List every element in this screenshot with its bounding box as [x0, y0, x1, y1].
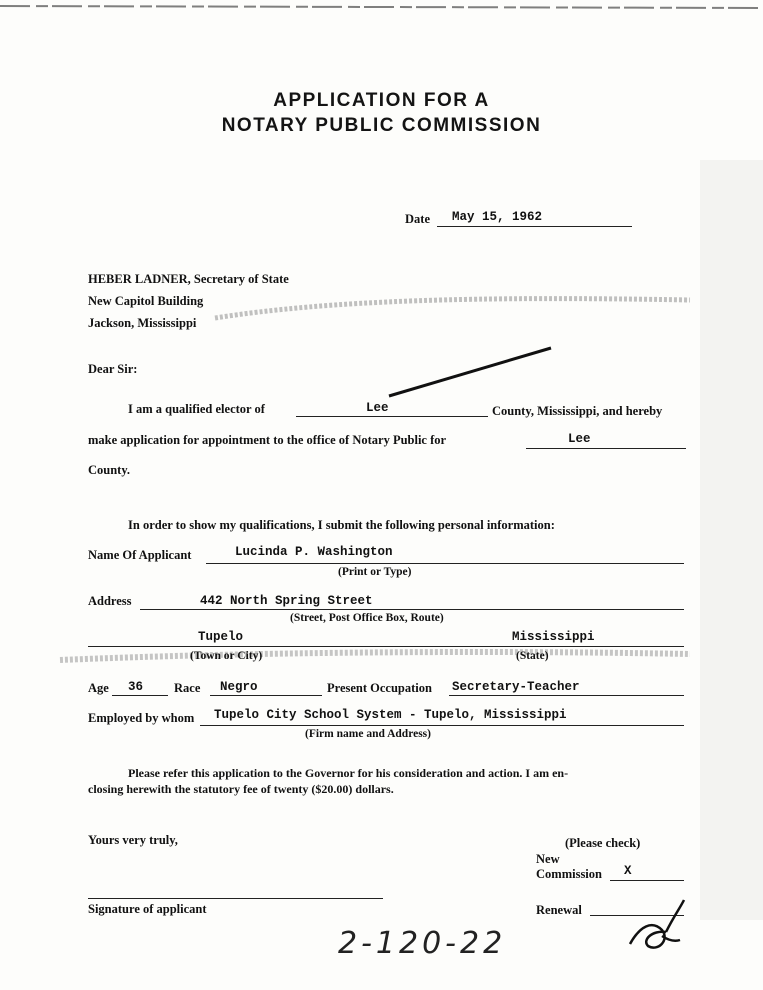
signature-line [88, 898, 383, 899]
ink-stroke [385, 340, 560, 400]
county-line [296, 416, 488, 417]
town-hint: (Town or City) [190, 650, 263, 662]
town-state-line [88, 646, 684, 647]
closing: Yours very truly, [88, 833, 178, 847]
name-label: Name Of Applicant [88, 548, 192, 562]
please-check: (Please check) [565, 836, 641, 850]
renewal-label: Renewal [536, 903, 582, 917]
title-line-1: APPLICATION FOR A [273, 90, 490, 111]
intro-text: In order to show my qualifications, I submit the following personal information: [128, 518, 555, 532]
county2-value: Lee [568, 432, 591, 446]
address-label: Address [88, 594, 132, 608]
commission-label: Commission [536, 867, 602, 881]
employer-hint: (Firm name and Address) [305, 728, 431, 740]
age-line [112, 695, 168, 696]
address-value: 442 North Spring Street [200, 594, 373, 608]
elector-text-a: I am a qualified elector of [128, 402, 265, 416]
state-hint: (State) [516, 650, 549, 662]
name-value: Lucinda P. Washington [235, 545, 393, 559]
date-line [437, 226, 632, 227]
commission-line [610, 880, 684, 881]
handwritten-initials [622, 896, 692, 958]
refer-line-2: closing herewith the statutory fee of twenty ($20.00) dollars. [88, 782, 394, 796]
county-value: Lee [366, 401, 389, 415]
employer-line [200, 725, 684, 726]
date-value: May 15, 1962 [452, 210, 543, 224]
address-line [140, 609, 684, 610]
elector-text-c: make application for appointment to the office of Notary Public for [88, 433, 447, 447]
employer-label: Employed by whom [88, 711, 195, 725]
handwritten-number: 2-120-22 [338, 926, 507, 961]
addressee-line-1: HEBER LADNER, Secretary of State [88, 272, 289, 286]
employer-value: Tupelo City School System - Tupelo, Mississippi [214, 708, 567, 722]
race-value: Negro [220, 680, 258, 694]
date-label: Date [405, 212, 430, 226]
commission-mark: X [624, 864, 632, 878]
race-label: Race [174, 681, 201, 695]
addressee-line-3: Jackson, Mississippi [88, 316, 197, 330]
title-line-2: NOTARY PUBLIC COMMISSION [221, 115, 542, 136]
county2-line [526, 448, 686, 449]
signature-label: Signature of applicant [88, 902, 207, 916]
age-value: 36 [128, 680, 144, 694]
refer-line-1: Please refer this application to the Governor for his consideration and action. I am en- [128, 766, 569, 780]
occupation-label: Present Occupation [327, 681, 432, 695]
race-line [210, 695, 322, 696]
addressee-line-2: New Capitol Building [88, 294, 204, 308]
occupation-line [449, 695, 684, 696]
age-label: Age [88, 681, 109, 695]
name-line [206, 563, 684, 564]
salutation: Dear Sir: [88, 362, 138, 376]
name-hint: (Print or Type) [338, 566, 412, 578]
occupation-value: Secretary-Teacher [452, 680, 580, 694]
address-hint: (Street, Post Office Box, Route) [290, 612, 444, 624]
elector-text-b: County, Mississippi, and hereby [492, 404, 663, 418]
state-value: Mississippi [512, 630, 595, 644]
elector-text-d: County. [88, 463, 131, 477]
town-value: Tupelo [198, 630, 244, 644]
new-label: New [536, 852, 560, 866]
